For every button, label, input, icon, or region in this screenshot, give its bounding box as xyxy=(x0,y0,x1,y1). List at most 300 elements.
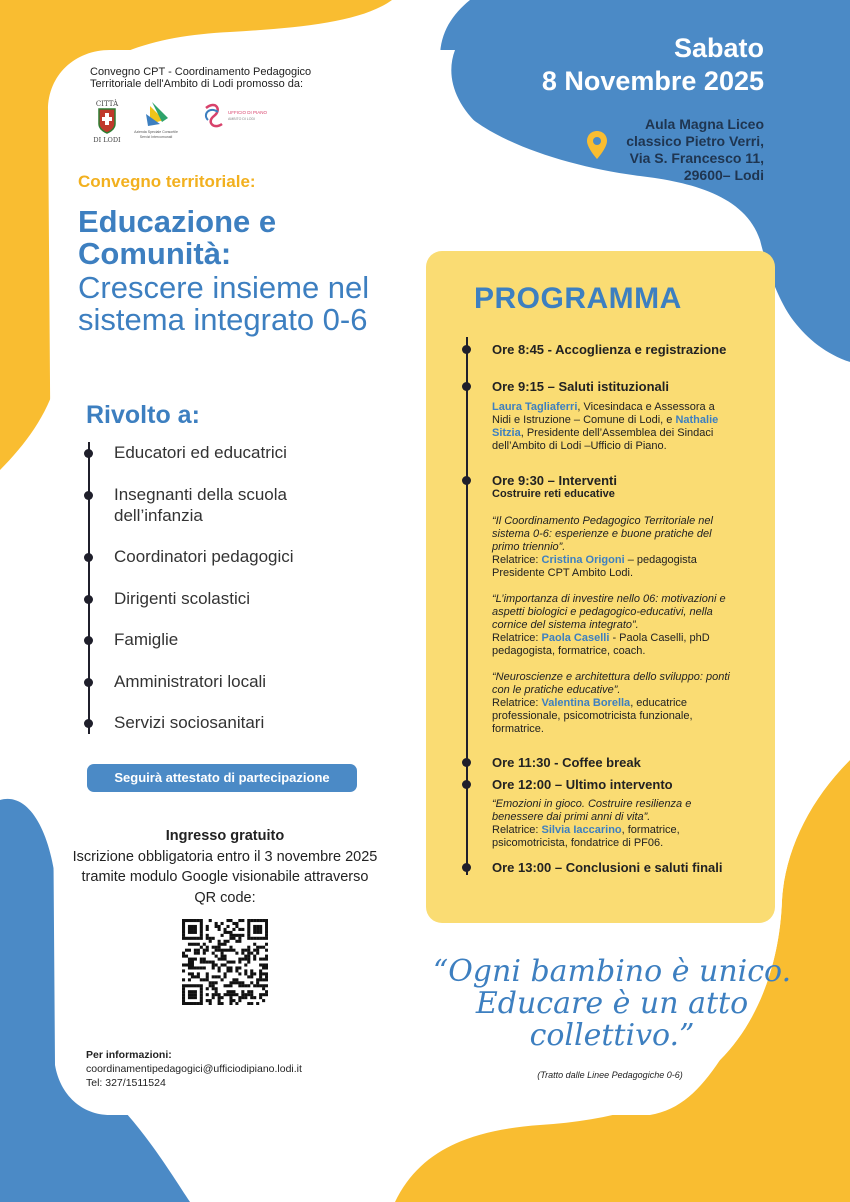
qr-module xyxy=(224,955,227,958)
qr-module xyxy=(197,975,200,978)
qr-module xyxy=(232,990,235,993)
qr-module xyxy=(182,978,185,981)
qr-module xyxy=(218,996,221,999)
qr-module xyxy=(194,958,197,961)
qr-module xyxy=(226,966,229,969)
qr-module xyxy=(262,993,265,996)
venue-line: classico Pietro Verri, xyxy=(626,133,764,149)
qr-module xyxy=(218,969,221,972)
qr-module xyxy=(247,955,250,958)
qr-module xyxy=(215,925,218,928)
qr-module xyxy=(241,934,244,937)
program-item-conclusioni xyxy=(492,860,732,875)
qr-module xyxy=(259,969,262,972)
qr-module xyxy=(253,996,256,999)
qr-module xyxy=(247,946,250,949)
qr-module xyxy=(182,969,185,972)
qr-module xyxy=(209,984,212,987)
qr-module xyxy=(218,1002,221,1005)
qr-module xyxy=(182,928,185,931)
qr-module xyxy=(226,919,229,922)
qr-module xyxy=(206,972,209,975)
bullet-dot-icon xyxy=(84,678,93,687)
program-time-heading: Ore 11:30 - Coffee break xyxy=(492,755,641,770)
qr-module xyxy=(200,958,203,961)
qr-module xyxy=(238,996,241,999)
qr-module xyxy=(203,943,206,946)
qr-module xyxy=(218,946,221,949)
qr-module xyxy=(241,984,244,987)
qr-module xyxy=(185,937,188,940)
qr-module xyxy=(200,931,203,934)
qr-module xyxy=(194,928,197,931)
qr-module xyxy=(206,934,209,937)
qr-module xyxy=(235,934,238,937)
qr-module xyxy=(221,934,224,937)
qr-module xyxy=(229,966,232,969)
qr-module xyxy=(226,925,229,928)
qr-module xyxy=(206,925,209,928)
qr-module xyxy=(229,961,232,964)
qr-module xyxy=(200,937,203,940)
qr-module xyxy=(247,1002,250,1005)
qr-module xyxy=(247,919,250,922)
qr-module xyxy=(197,943,200,946)
qr-module xyxy=(191,993,194,996)
talk-speaker: Relatrice: Valentina Borella, educatrice professionale, psicomotricista funzionale, formatrice. xyxy=(492,697,693,735)
qr-module xyxy=(221,978,224,981)
qr-module xyxy=(235,922,238,925)
program-time-heading: Ore 8:45 - Accoglienza e registrazione xyxy=(492,342,727,357)
talk-speaker: Relatrice: Silvia Iaccarino, formatrice, psicomotricista, fondatrice di PF06. xyxy=(492,824,680,849)
qr-module xyxy=(215,955,218,958)
qr-module xyxy=(224,949,227,952)
qr-module xyxy=(197,949,200,952)
qr-module xyxy=(203,958,206,961)
qr-module xyxy=(221,949,224,952)
conference-subtitle: Crescere insieme nel sistema integrato 0-6 xyxy=(78,270,370,337)
qr-module xyxy=(212,966,215,969)
qr-module xyxy=(182,993,185,996)
qr-module xyxy=(256,946,259,949)
qr-module xyxy=(206,946,209,949)
speaker-role: , Presidente dell’Assemblea dei Sindaci dell’Ambito di Lodi –Ufficio di Piano. xyxy=(492,427,714,452)
qr-module xyxy=(235,966,238,969)
qr-module xyxy=(221,955,224,958)
qr-module xyxy=(191,990,194,993)
qr-module xyxy=(206,961,209,964)
qr-module xyxy=(265,931,268,934)
qr-module xyxy=(191,963,194,966)
qr-module xyxy=(221,963,224,966)
speaker-name: Cristina Origoni xyxy=(541,554,625,566)
free-entry-label: Ingresso gratuito xyxy=(165,828,285,844)
conference-title: Educazione e Comunità: xyxy=(78,204,277,271)
speaker-name: Laura Tagliaferri xyxy=(492,401,578,413)
qr-module xyxy=(238,940,241,943)
qr-module xyxy=(182,934,185,937)
qr-module xyxy=(238,958,241,961)
talk-title: “Neuroscienze e architettura dello sviluppo: ponti con le pratiche educative”. xyxy=(492,671,730,696)
qr-module xyxy=(194,952,197,955)
speaker-name: Silvia Iaccarino xyxy=(541,824,622,836)
qr-module xyxy=(206,928,209,931)
qr-module xyxy=(218,975,221,978)
qr-module xyxy=(229,996,232,999)
program-time-heading: Ore 13:00 – Conclusioni e saluti finali xyxy=(492,860,723,875)
closing-quote: “Ogni bambino è unico. Educare è un atto collettivo.” xyxy=(432,954,792,1053)
qr-module xyxy=(200,990,203,993)
bullet-dot-icon xyxy=(84,595,93,604)
talk-speaker: Relatrice: Paola Caselli - Paola Caselli, phD pedagogista, formatrice, coach. xyxy=(492,632,710,657)
qr-module xyxy=(191,919,194,922)
qr-module xyxy=(215,922,218,925)
qr-module xyxy=(194,975,197,978)
qr-module xyxy=(215,949,218,952)
program-time-heading: Ore 9:30 – Interventi xyxy=(492,473,617,488)
qr-module xyxy=(191,943,194,946)
qr-module xyxy=(247,993,250,996)
qr-module xyxy=(265,978,268,981)
qr-module xyxy=(200,987,203,990)
citta-di-lodi-crest-icon xyxy=(93,99,121,144)
qr-module xyxy=(247,952,250,955)
qr-module xyxy=(265,958,268,961)
qr-module xyxy=(194,993,197,996)
qr-code[interactable] xyxy=(182,919,268,1005)
qr-module xyxy=(259,963,262,966)
qr-module xyxy=(232,981,235,984)
qr-module xyxy=(256,978,259,981)
talk-title: “Il Coordinamento Pedagogico Territoriale nel sistema 0-6: esperienze e buone pratiche del primo triennio”. xyxy=(492,515,713,553)
registration-text: Iscrizione obbligatoria entro il 3 novembre 2025 tramite modulo Google visionabile attraverso QR code: xyxy=(72,848,378,906)
bullet-dot-icon xyxy=(84,491,93,500)
qr-module xyxy=(206,978,209,981)
qr-module xyxy=(253,925,256,928)
qr-module xyxy=(247,931,250,934)
qr-module xyxy=(209,919,212,922)
qr-module xyxy=(256,925,259,928)
qr-module xyxy=(229,984,232,987)
qr-module xyxy=(188,963,191,966)
qr-module xyxy=(226,961,229,964)
qr-module xyxy=(200,928,203,931)
qr-module xyxy=(212,996,215,999)
qr-module xyxy=(203,978,206,981)
qr-module xyxy=(247,925,250,928)
qr-module xyxy=(244,963,247,966)
qr-module xyxy=(212,993,215,996)
qr-module xyxy=(221,1002,224,1005)
qr-module xyxy=(215,946,218,949)
qr-module xyxy=(253,928,256,931)
qr-module xyxy=(244,955,247,958)
qr-module xyxy=(182,919,185,922)
qr-module xyxy=(200,961,203,964)
speaker-name: Valentina Borella xyxy=(541,697,631,709)
qr-module xyxy=(200,934,203,937)
qr-module xyxy=(247,975,250,978)
qr-module xyxy=(191,928,194,931)
qr-module xyxy=(256,931,259,934)
qr-module xyxy=(265,928,268,931)
qr-module xyxy=(235,1002,238,1005)
qr-module xyxy=(256,981,259,984)
qr-module xyxy=(209,940,212,943)
bullet-dot-icon xyxy=(84,636,93,645)
qr-module xyxy=(229,969,232,972)
qr-module xyxy=(262,972,265,975)
qr-module xyxy=(259,972,262,975)
event-day: Sabato xyxy=(673,33,764,63)
qr-module xyxy=(209,937,212,940)
qr-module xyxy=(259,958,262,961)
qr-module xyxy=(182,990,185,993)
qr-module xyxy=(188,925,191,928)
qr-module xyxy=(247,922,250,925)
qr-module xyxy=(265,993,268,996)
qr-module xyxy=(224,984,227,987)
qr-module xyxy=(247,949,250,952)
qr-module xyxy=(226,990,229,993)
logo-citta-text: CITTÀ xyxy=(95,100,119,108)
qr-module xyxy=(265,990,268,993)
qr-module xyxy=(215,963,218,966)
qr-module xyxy=(229,931,232,934)
certificate-badge: Seguirà attestato di partecipazione xyxy=(87,764,357,792)
qr-module xyxy=(203,952,206,955)
qr-module xyxy=(182,984,185,987)
qr-module xyxy=(265,984,268,987)
qr-module xyxy=(247,958,250,961)
qr-module xyxy=(259,978,262,981)
qr-module xyxy=(218,958,221,961)
qr-module xyxy=(229,934,232,937)
svg-text:Azienda Speciale Consortile: Azienda Speciale Consortile xyxy=(134,130,178,134)
qr-module xyxy=(232,922,235,925)
qr-module xyxy=(229,1002,232,1005)
qr-module xyxy=(235,993,238,996)
qr-module xyxy=(191,972,194,975)
audience-heading: Rivolto a: xyxy=(86,401,200,429)
qr-module xyxy=(259,975,262,978)
qr-module xyxy=(235,952,238,955)
qr-module xyxy=(253,972,256,975)
qr-module xyxy=(244,972,247,975)
qr-module xyxy=(262,958,265,961)
qr-module xyxy=(182,996,185,999)
qr-module xyxy=(238,984,241,987)
qr-module xyxy=(265,963,268,966)
qr-module xyxy=(238,934,241,937)
qr-module xyxy=(224,993,227,996)
qr-module xyxy=(182,922,185,925)
speaker-role: , Vicesindaca e Assessora a Nidi e Istruzione – Comune di Lodi, e xyxy=(492,401,715,426)
qr-module xyxy=(250,993,253,996)
qr-module xyxy=(212,981,215,984)
qr-module xyxy=(224,940,227,943)
svg-text:UFFICIO DI PIANO: UFFICIO DI PIANO xyxy=(228,110,268,115)
qr-module xyxy=(265,975,268,978)
qr-module xyxy=(253,931,256,934)
qr-module xyxy=(232,937,235,940)
timeline-dot-icon xyxy=(462,780,471,789)
audience-item: Insegnanti della scuola dell’infanzia xyxy=(88,484,378,526)
qr-module xyxy=(259,928,262,931)
program-item-ultimo-intervento xyxy=(492,777,732,850)
qr-module xyxy=(232,961,235,964)
timeline-dot-icon xyxy=(462,345,471,354)
qr-module xyxy=(185,984,188,987)
qr-module xyxy=(241,958,244,961)
qr-module xyxy=(206,975,209,978)
qr-module xyxy=(224,958,227,961)
bullet-dot-icon xyxy=(84,553,93,562)
qr-module xyxy=(262,999,265,1002)
qr-module xyxy=(182,987,185,990)
qr-module xyxy=(226,940,229,943)
qr-module xyxy=(188,978,191,981)
program-item-accoglienza xyxy=(492,342,732,357)
qr-module xyxy=(253,919,256,922)
qr-module xyxy=(232,928,235,931)
qr-module xyxy=(262,984,265,987)
qr-module xyxy=(247,937,250,940)
qr-module xyxy=(182,937,185,940)
qr-module xyxy=(256,919,259,922)
contact-phone: Tel: 327/1511524 xyxy=(86,1077,166,1089)
qr-module xyxy=(218,993,221,996)
qr-module xyxy=(241,993,244,996)
qr-module xyxy=(238,919,241,922)
qr-module xyxy=(256,952,259,955)
qr-module xyxy=(194,984,197,987)
venue-line: Via S. Francesco 11, xyxy=(629,150,764,166)
timeline-dot-icon xyxy=(462,476,471,485)
qr-module xyxy=(203,966,206,969)
qr-module xyxy=(250,996,253,999)
qr-module xyxy=(238,981,241,984)
qr-module xyxy=(224,943,227,946)
qr-module xyxy=(194,937,197,940)
qr-module xyxy=(259,996,262,999)
qr-module xyxy=(200,993,203,996)
session-subtitle: Costruire reti educative xyxy=(492,488,615,500)
qr-module xyxy=(224,931,227,934)
qr-module xyxy=(209,961,212,964)
speaker-name: Nathalie Sitzia xyxy=(492,414,719,439)
qr-module xyxy=(238,972,241,975)
svg-text:AMBITO DI LODI: AMBITO DI LODI xyxy=(228,117,255,121)
audience-item: Amministratori locali xyxy=(88,671,378,692)
qr-module xyxy=(212,961,215,964)
qr-module xyxy=(182,1002,185,1005)
qr-module xyxy=(203,949,206,952)
qr-module xyxy=(238,999,241,1002)
qr-module xyxy=(265,934,268,937)
qr-module xyxy=(259,925,262,928)
qr-module xyxy=(188,990,191,993)
qr-module xyxy=(235,940,238,943)
timeline-dot-icon xyxy=(462,863,471,872)
timeline-dot-icon xyxy=(462,382,471,391)
qr-module xyxy=(206,937,209,940)
program-item-interventi xyxy=(492,473,732,736)
qr-module xyxy=(212,975,215,978)
qr-module xyxy=(188,958,191,961)
qr-module xyxy=(226,993,229,996)
qr-module xyxy=(229,981,232,984)
program-title: PROGRAMMA xyxy=(474,282,682,315)
qr-module xyxy=(197,919,200,922)
qr-module xyxy=(241,981,244,984)
qr-module xyxy=(259,993,262,996)
qr-module xyxy=(218,940,221,943)
qr-module xyxy=(232,949,235,952)
qr-module xyxy=(197,937,200,940)
qr-module xyxy=(229,937,232,940)
qr-module xyxy=(194,966,197,969)
qr-module xyxy=(238,966,241,969)
qr-module xyxy=(244,984,247,987)
timeline-dot-icon xyxy=(462,758,471,767)
qr-module xyxy=(191,996,194,999)
qr-module xyxy=(194,919,197,922)
qr-module xyxy=(250,990,253,993)
qr-module xyxy=(197,952,200,955)
qr-module xyxy=(241,990,244,993)
qr-module xyxy=(191,1002,194,1005)
qr-module xyxy=(232,934,235,937)
qr-module xyxy=(185,919,188,922)
qr-module xyxy=(206,987,209,990)
qr-module xyxy=(265,919,268,922)
qr-module xyxy=(212,946,215,949)
talk xyxy=(492,671,732,736)
qr-module xyxy=(188,966,191,969)
qr-module xyxy=(250,972,253,975)
qr-module xyxy=(218,966,221,969)
qr-module xyxy=(253,958,256,961)
qr-module xyxy=(232,978,235,981)
qr-module xyxy=(259,946,262,949)
qr-module xyxy=(221,996,224,999)
qr-module xyxy=(247,990,250,993)
qr-module xyxy=(265,966,268,969)
qr-module xyxy=(262,987,265,990)
qr-module xyxy=(182,963,185,966)
qr-module xyxy=(229,990,232,993)
qr-module xyxy=(253,949,256,952)
qr-module xyxy=(200,1002,203,1005)
qr-module xyxy=(188,943,191,946)
qr-module xyxy=(247,961,250,964)
contact-email[interactable]: coordinamentipedagogici@ufficiodipiano.lodi.it xyxy=(86,1063,302,1075)
audience-item: Famiglie xyxy=(88,629,378,650)
qr-module xyxy=(200,984,203,987)
qr-module xyxy=(209,999,212,1002)
qr-module xyxy=(238,928,241,931)
qr-module xyxy=(250,919,253,922)
qr-module xyxy=(238,937,241,940)
audience-item: Coordinatori pedagogici xyxy=(88,546,378,567)
program-timeline-line xyxy=(466,337,468,875)
qr-module xyxy=(200,999,203,1002)
venue-address xyxy=(626,116,764,184)
qr-module xyxy=(247,934,250,937)
qr-module xyxy=(191,975,194,978)
contact-info xyxy=(86,1048,302,1090)
